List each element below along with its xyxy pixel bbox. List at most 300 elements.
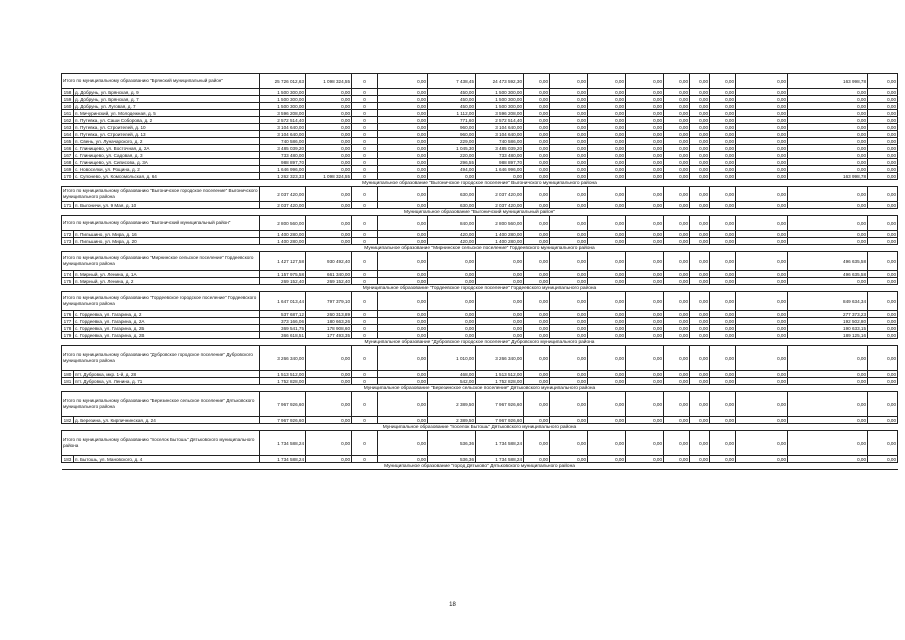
- value-cell: 0,00: [690, 431, 710, 456]
- value-cell: 2 037 420,00: [476, 187, 524, 202]
- value-cell: 0,00: [524, 152, 550, 159]
- value-cell: 0,00: [428, 311, 476, 318]
- value-cell: 7 967 926,60: [260, 392, 306, 417]
- value-cell: 0,00: [588, 138, 626, 145]
- value-cell: 0,00: [868, 325, 898, 332]
- value-cell: 1 157 975,58: [260, 271, 306, 278]
- value-cell: 0,00: [524, 392, 550, 417]
- value-cell: 2 800 560,00: [476, 216, 524, 231]
- value-cell: 0,00: [736, 173, 788, 180]
- value-cell: 277 373,23: [788, 311, 868, 318]
- value-cell: 0,00: [428, 292, 476, 311]
- row-number: 170: [62, 173, 74, 180]
- value-cell: 0,00: [524, 216, 550, 231]
- register-table-container: [61, 73, 897, 470]
- value-cell: 0,00: [868, 346, 898, 371]
- value-cell: 0,00: [626, 96, 664, 103]
- value-cell: 0,00: [690, 117, 710, 124]
- value-cell: 0,00: [524, 89, 550, 96]
- value-cell: 0,00: [626, 110, 664, 117]
- value-cell: 0,00: [710, 417, 736, 424]
- value-cell: 0,00: [626, 456, 664, 463]
- value-cell: 1 500 300,00: [260, 89, 306, 96]
- value-cell: 0,00: [626, 378, 664, 385]
- address-cell: д. Добрунь, ул. Брянская, д. 9: [74, 89, 260, 96]
- value-cell: 1 400 280,00: [260, 231, 306, 238]
- value-cell: 0,00: [378, 152, 428, 159]
- value-cell: 0,00: [788, 166, 868, 173]
- address-cell: п. Пильшино, ул. Мира, д. 20: [74, 238, 260, 245]
- value-cell: 0,00: [378, 378, 428, 385]
- value-cell: 0,00: [524, 278, 550, 285]
- value-cell: 163 998,78: [788, 173, 868, 180]
- value-cell: 0,00: [588, 252, 626, 271]
- value-cell: 1 045,30: [428, 145, 476, 152]
- address-cell: п. Свень, ул. Луначарского, д. 2: [74, 138, 260, 145]
- row-number: 167: [62, 152, 74, 159]
- value-cell: 0,00: [378, 231, 428, 238]
- value-cell: 0,00: [710, 117, 736, 124]
- value-cell: 1 262 323,33: [260, 173, 306, 180]
- value-cell: 0,00: [378, 173, 428, 180]
- value-cell: 0,00: [868, 103, 898, 110]
- value-cell: 0,00: [868, 271, 898, 278]
- value-cell: 0,00: [626, 166, 664, 173]
- value-cell: 0,00: [710, 231, 736, 238]
- value-cell: 0,00: [476, 325, 524, 332]
- row-number: 169: [62, 166, 74, 173]
- value-cell: 840,00: [428, 216, 476, 231]
- value-cell: 0,00: [588, 216, 626, 231]
- section-header-row: [62, 339, 898, 346]
- value-cell: 0,00: [306, 378, 352, 385]
- value-cell: 0,00: [664, 271, 690, 278]
- value-cell: 0,00: [476, 173, 524, 180]
- value-cell: 163 998,78: [788, 74, 868, 89]
- value-cell: 0,00: [524, 145, 550, 152]
- value-cell: 0,00: [550, 145, 588, 152]
- section-header-text: Муниципальное образование "Гордеевское городское поселение" Гордеевского муниципального района: [62, 285, 898, 292]
- table-row: [62, 117, 898, 124]
- value-cell: 0,00: [664, 378, 690, 385]
- value-cell: 0,00: [788, 456, 868, 463]
- value-cell: 0,00: [476, 271, 524, 278]
- value-cell: 0,00: [868, 89, 898, 96]
- table-row: [62, 231, 898, 238]
- value-cell: 0,00: [736, 431, 788, 456]
- value-cell: 0,00: [378, 138, 428, 145]
- value-cell: 0,00: [788, 392, 868, 417]
- value-cell: 0,00: [664, 252, 690, 271]
- value-cell: 0,00: [710, 124, 736, 131]
- value-cell: 0,00: [550, 187, 588, 202]
- value-cell: 0,00: [550, 238, 588, 245]
- table-row: [62, 96, 898, 103]
- value-cell: 0,00: [736, 202, 788, 209]
- value-cell: 0,00: [550, 417, 588, 424]
- value-cell: 960,00: [428, 131, 476, 138]
- value-cell: 0,00: [710, 145, 736, 152]
- value-cell: 0,00: [710, 271, 736, 278]
- value-cell: 1 513 512,00: [260, 371, 306, 378]
- value-cell: 0,00: [550, 371, 588, 378]
- value-cell: 0,00: [868, 145, 898, 152]
- address-cell: пгт. Дубровка, мкр. 1-й, д. 28: [74, 371, 260, 378]
- address-cell: с. Гордеевка, ул. Гагарина, д. 2В: [74, 332, 260, 339]
- value-cell: 988 897,70: [260, 159, 306, 166]
- value-cell: 3 596 208,00: [260, 110, 306, 117]
- value-cell: 3 104 640,00: [476, 124, 524, 131]
- value-cell: 0,00: [588, 117, 626, 124]
- address-cell: п. Путевка, ул. Строителей, д. 10: [74, 124, 260, 131]
- value-cell: 0: [352, 311, 378, 318]
- value-cell: 25 726 012,63: [260, 74, 306, 89]
- value-cell: 1 734 588,24: [476, 456, 524, 463]
- value-cell: 771,60: [428, 117, 476, 124]
- value-cell: 0,00: [664, 145, 690, 152]
- value-cell: 0,00: [664, 117, 690, 124]
- value-cell: 7 967 926,60: [476, 392, 524, 417]
- row-number: 178: [62, 325, 74, 332]
- value-cell: 0,00: [868, 166, 898, 173]
- address-cell: п. Мичуринский, ул. Молодежная, д. 5: [74, 110, 260, 117]
- subtotal-row: [62, 216, 898, 231]
- value-cell: 1 500 300,00: [260, 96, 306, 103]
- value-cell: 0,00: [868, 417, 898, 424]
- value-cell: 0,00: [550, 173, 588, 180]
- value-cell: 7 967 926,60: [476, 417, 524, 424]
- value-cell: 0,00: [690, 325, 710, 332]
- value-cell: 0,00: [664, 392, 690, 417]
- value-cell: 0,00: [588, 74, 626, 89]
- value-cell: 0,00: [306, 346, 352, 371]
- value-cell: 1 400 280,00: [476, 238, 524, 245]
- row-number: 163: [62, 124, 74, 131]
- value-cell: 0,00: [664, 417, 690, 424]
- value-cell: 0,00: [868, 292, 898, 311]
- table-row: [62, 456, 898, 463]
- table-row: [62, 271, 898, 278]
- value-cell: 0,00: [588, 124, 626, 131]
- value-cell: 0,00: [378, 417, 428, 424]
- value-cell: 0,00: [664, 318, 690, 325]
- value-cell: 0,00: [306, 417, 352, 424]
- value-cell: 189 125,16: [788, 332, 868, 339]
- value-cell: 0,00: [664, 131, 690, 138]
- value-cell: 0,00: [788, 231, 868, 238]
- value-cell: 0: [352, 110, 378, 117]
- value-cell: 0,00: [690, 318, 710, 325]
- value-cell: 0,00: [524, 332, 550, 339]
- row-number: 171: [62, 202, 74, 209]
- value-cell: 3 266 340,00: [476, 346, 524, 371]
- value-cell: 0: [352, 456, 378, 463]
- value-cell: 0,00: [306, 166, 352, 173]
- value-cell: 0,00: [524, 271, 550, 278]
- value-cell: 0,00: [306, 89, 352, 96]
- subtotal-label: Итого по муниципальному образованию "Дубровское городское поселение" Дубровского муниципального района: [62, 346, 260, 371]
- value-cell: 0: [352, 89, 378, 96]
- value-cell: 0,00: [588, 103, 626, 110]
- value-cell: 0,00: [550, 318, 588, 325]
- value-cell: 0,00: [306, 202, 352, 209]
- value-cell: 0,00: [626, 252, 664, 271]
- value-cell: 1 646 996,00: [476, 166, 524, 173]
- value-cell: 0,00: [788, 131, 868, 138]
- address-cell: пгт. Дубровка, ул. Ленина, д. 71: [74, 378, 260, 385]
- value-cell: 0,00: [690, 278, 710, 285]
- value-cell: 0,00: [788, 417, 868, 424]
- value-cell: 0,00: [428, 271, 476, 278]
- value-cell: 450,00: [428, 103, 476, 110]
- value-cell: 1 500 300,00: [476, 89, 524, 96]
- value-cell: 0,00: [626, 371, 664, 378]
- value-cell: 0,00: [690, 271, 710, 278]
- value-cell: 0,00: [626, 124, 664, 131]
- value-cell: 0,00: [550, 346, 588, 371]
- value-cell: 0,00: [690, 392, 710, 417]
- subtotal-label: Итого по муниципальному образованию "Березинское сельское поселение" Дятьковского муниципального района: [62, 392, 260, 417]
- row-number: 162: [62, 117, 74, 124]
- value-cell: 0,00: [524, 371, 550, 378]
- value-cell: 0,00: [868, 124, 898, 131]
- value-cell: 2 037 420,00: [260, 187, 306, 202]
- value-cell: 0,00: [550, 278, 588, 285]
- value-cell: 0,00: [710, 371, 736, 378]
- value-cell: 0,00: [378, 202, 428, 209]
- value-cell: 740 586,00: [260, 138, 306, 145]
- table-row: [62, 318, 898, 325]
- value-cell: 0,00: [626, 238, 664, 245]
- value-cell: 0,00: [868, 456, 898, 463]
- value-cell: 0,00: [306, 131, 352, 138]
- value-cell: 0,00: [710, 89, 736, 96]
- value-cell: 0,00: [736, 378, 788, 385]
- value-cell: 0,00: [626, 417, 664, 424]
- value-cell: 0,00: [788, 96, 868, 103]
- value-cell: 0,00: [524, 325, 550, 332]
- value-cell: 369 541,75: [260, 325, 306, 332]
- value-cell: 0,00: [710, 131, 736, 138]
- value-cell: 0,00: [710, 252, 736, 271]
- value-cell: 0: [352, 238, 378, 245]
- value-cell: 0,00: [690, 292, 710, 311]
- value-cell: 0: [352, 117, 378, 124]
- value-cell: 0,00: [736, 456, 788, 463]
- value-cell: 0,00: [524, 318, 550, 325]
- value-cell: 269 152,40: [260, 278, 306, 285]
- value-cell: 0,00: [550, 117, 588, 124]
- value-cell: 0,00: [588, 278, 626, 285]
- value-cell: 229,00: [428, 138, 476, 145]
- value-cell: 0,00: [788, 89, 868, 96]
- value-cell: 0,00: [524, 124, 550, 131]
- value-cell: 0,00: [626, 202, 664, 209]
- value-cell: 0,00: [550, 325, 588, 332]
- value-cell: 0,00: [626, 145, 664, 152]
- value-cell: 0,00: [710, 173, 736, 180]
- value-cell: 0,00: [664, 292, 690, 311]
- value-cell: 0,00: [736, 252, 788, 271]
- value-cell: 468,00: [428, 371, 476, 378]
- subtotal-row: [62, 346, 898, 371]
- value-cell: 0,00: [868, 378, 898, 385]
- value-cell: 0,00: [550, 271, 588, 278]
- value-cell: 0,00: [710, 103, 736, 110]
- value-cell: 0,00: [588, 96, 626, 103]
- value-cell: 0,00: [736, 292, 788, 311]
- value-cell: 0,00: [524, 292, 550, 311]
- value-cell: 0,00: [306, 138, 352, 145]
- value-cell: 0: [352, 131, 378, 138]
- value-cell: 0,00: [710, 278, 736, 285]
- row-number: 158: [62, 89, 74, 96]
- value-cell: 0,00: [626, 159, 664, 166]
- value-cell: 0,00: [690, 417, 710, 424]
- section-header-text: Муниципальное образование "Мирнинское сельское поселение" Гордеевского муниципального района: [62, 245, 898, 252]
- value-cell: 0,00: [550, 231, 588, 238]
- subtotal-row: [62, 392, 898, 417]
- value-cell: 0,00: [524, 138, 550, 145]
- value-cell: 0,00: [550, 124, 588, 131]
- row-number: 180: [62, 371, 74, 378]
- value-cell: 0,00: [868, 238, 898, 245]
- value-cell: 0,00: [690, 216, 710, 231]
- value-cell: 0,00: [736, 187, 788, 202]
- value-cell: 0,00: [690, 173, 710, 180]
- value-cell: 0,00: [378, 74, 428, 89]
- value-cell: 0,00: [710, 152, 736, 159]
- value-cell: 0,00: [550, 252, 588, 271]
- value-cell: 0,00: [710, 202, 736, 209]
- value-cell: 0,00: [524, 431, 550, 456]
- value-cell: 0: [352, 152, 378, 159]
- value-cell: 0,00: [588, 311, 626, 318]
- address-cell: с. Глинищево, ул. Восточная, д. 2А: [74, 145, 260, 152]
- value-cell: 1 500 300,00: [260, 103, 306, 110]
- value-cell: 0,00: [868, 117, 898, 124]
- table-row: [62, 202, 898, 209]
- value-cell: 0,00: [788, 103, 868, 110]
- row-number: 182: [62, 417, 74, 424]
- value-cell: 0,00: [788, 378, 868, 385]
- subtotal-row: [62, 187, 898, 202]
- value-cell: 1 646 996,00: [260, 166, 306, 173]
- value-cell: 0,00: [524, 110, 550, 117]
- value-cell: 366 618,51: [260, 332, 306, 339]
- value-cell: 0,00: [868, 96, 898, 103]
- value-cell: 0,00: [736, 145, 788, 152]
- value-cell: 0,00: [378, 371, 428, 378]
- section-header-text: Муниципальное образование "поселок Бытошь" Дятьковского муниципального района: [62, 424, 898, 431]
- value-cell: 0,00: [664, 173, 690, 180]
- value-cell: 0,00: [690, 131, 710, 138]
- value-cell: 0,00: [710, 96, 736, 103]
- value-cell: 0,00: [550, 131, 588, 138]
- value-cell: 0,00: [868, 392, 898, 417]
- value-cell: 0,00: [550, 202, 588, 209]
- value-cell: 0,00: [588, 231, 626, 238]
- value-cell: 0,00: [306, 238, 352, 245]
- row-number: 174: [62, 271, 74, 278]
- value-cell: 0,00: [736, 216, 788, 231]
- table-row: [62, 238, 898, 245]
- value-cell: 0,00: [690, 89, 710, 96]
- row-number: 181: [62, 378, 74, 385]
- value-cell: 0,00: [788, 110, 868, 117]
- value-cell: 0,00: [664, 311, 690, 318]
- value-cell: 0,00: [626, 89, 664, 96]
- value-cell: 0,00: [690, 202, 710, 209]
- value-cell: 0: [352, 145, 378, 152]
- value-cell: 0,00: [788, 278, 868, 285]
- row-number: 177: [62, 318, 74, 325]
- value-cell: 661 340,00: [306, 271, 352, 278]
- value-cell: 536,36: [428, 431, 476, 456]
- row-number: 166: [62, 145, 74, 152]
- value-cell: 0,00: [736, 103, 788, 110]
- value-cell: 450,00: [428, 96, 476, 103]
- value-cell: 0: [352, 124, 378, 131]
- value-cell: 0,00: [690, 311, 710, 318]
- value-cell: 1 112,00: [428, 110, 476, 117]
- value-cell: 0,00: [868, 216, 898, 231]
- value-cell: 0,00: [626, 131, 664, 138]
- value-cell: 450,00: [428, 89, 476, 96]
- value-cell: 0,00: [664, 96, 690, 103]
- value-cell: 0,00: [550, 378, 588, 385]
- value-cell: 269 152,40: [306, 278, 352, 285]
- value-cell: 0,00: [710, 138, 736, 145]
- value-cell: 3 266 340,00: [260, 346, 306, 371]
- value-cell: 0,00: [626, 173, 664, 180]
- table-row: [62, 89, 898, 96]
- value-cell: 3 485 039,20: [476, 145, 524, 152]
- register-table-body: [62, 74, 898, 470]
- value-cell: 2 037 420,00: [476, 202, 524, 209]
- value-cell: 0,00: [588, 292, 626, 311]
- value-cell: 420,00: [428, 238, 476, 245]
- value-cell: 0,00: [736, 131, 788, 138]
- value-cell: 0,00: [710, 318, 736, 325]
- table-row: [62, 110, 898, 117]
- value-cell: 0,00: [378, 456, 428, 463]
- value-cell: 0,00: [626, 231, 664, 238]
- value-cell: 0,00: [428, 332, 476, 339]
- table-row: [62, 159, 898, 166]
- value-cell: 0,00: [306, 456, 352, 463]
- value-cell: 0,00: [736, 417, 788, 424]
- value-cell: 0,00: [524, 187, 550, 202]
- value-cell: 0,00: [306, 124, 352, 131]
- value-cell: 0: [352, 166, 378, 173]
- value-cell: 0,00: [524, 456, 550, 463]
- value-cell: 0,00: [868, 131, 898, 138]
- value-cell: 0,00: [788, 371, 868, 378]
- value-cell: 0: [352, 138, 378, 145]
- value-cell: 1 500 300,00: [476, 103, 524, 110]
- value-cell: 496 635,58: [788, 271, 868, 278]
- value-cell: 220,00: [428, 152, 476, 159]
- value-cell: 0,00: [550, 103, 588, 110]
- row-number: 172: [62, 231, 74, 238]
- value-cell: 0,00: [476, 311, 524, 318]
- value-cell: 0,00: [664, 152, 690, 159]
- value-cell: 0: [352, 325, 378, 332]
- address-cell: с. Новоселки, ул. Рощина, д. 2: [74, 166, 260, 173]
- value-cell: 0,00: [664, 325, 690, 332]
- value-cell: 0,00: [788, 159, 868, 166]
